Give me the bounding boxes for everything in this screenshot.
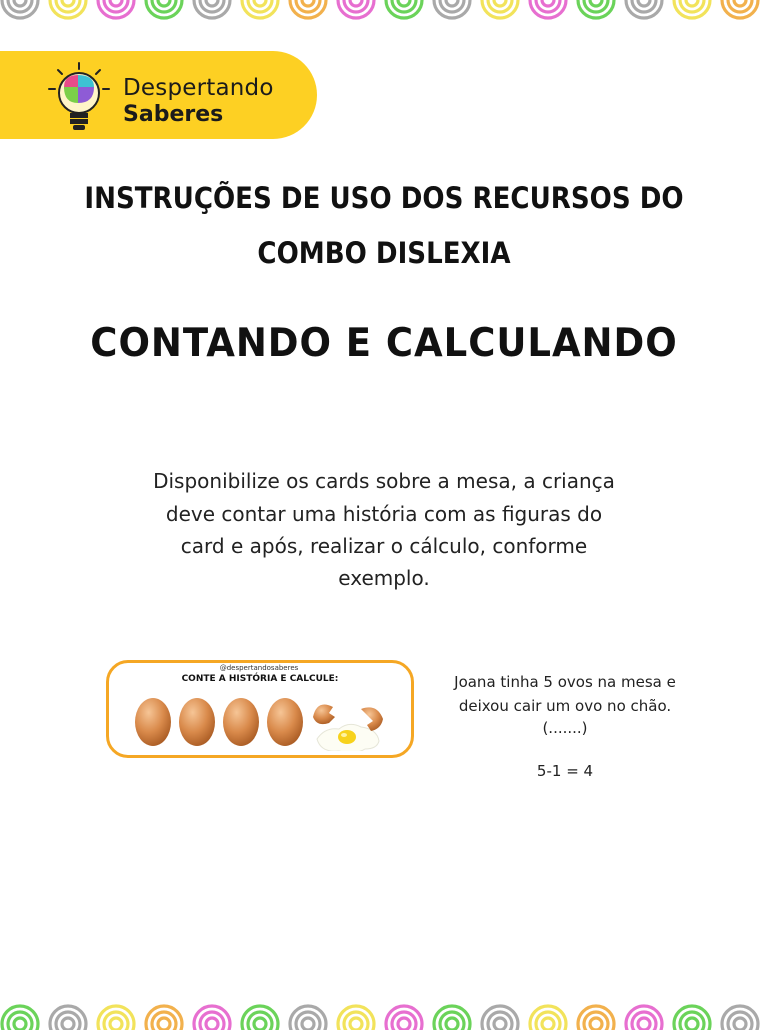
spiral-ornament [434, 1006, 470, 1030]
spiral-ornament [674, 0, 710, 18]
example-text-line-3: (.......) [542, 719, 588, 737]
spiral-ornament [2, 1006, 38, 1030]
spiral-ornament [98, 0, 134, 18]
logo-text-line2: Saberes [123, 102, 224, 127]
spiral-ornament [530, 1006, 566, 1030]
logo-banner [0, 51, 317, 139]
spiral-ornament [290, 0, 326, 18]
spiral-ornament [98, 1006, 134, 1030]
spiral-ornament [242, 1006, 278, 1030]
spiral-ornament [146, 1006, 182, 1030]
logo-text-line1: Despertando [123, 75, 274, 101]
section-title: CONTANDO E CALCULANDO [90, 321, 678, 366]
broken-egg-icon [313, 705, 383, 751]
egg-icon [267, 698, 303, 746]
spiral-ornament [194, 0, 230, 18]
spiral-ornament [722, 1006, 758, 1030]
spiral-row [0, 0, 768, 24]
example-equation: 5-1 = 4 [536, 762, 594, 780]
spiral-ornament [146, 0, 182, 18]
card-title: CONTE A HISTÓRIA E CALCULE: [181, 674, 339, 684]
egg-icon [179, 698, 215, 746]
instruction-line-3: card e após, realizar o cálculo, conforme [180, 534, 588, 558]
example-card [106, 660, 414, 758]
spiral-ornament [242, 0, 278, 18]
page-title-line1: INSTRUÇÕES DE USO DOS RECURSOS DO [84, 181, 684, 215]
spiral-ornament [722, 0, 758, 18]
spiral-ornament [482, 1006, 518, 1030]
eggs-illustration [133, 695, 393, 751]
spiral-ornament [338, 1006, 374, 1030]
egg-icon [223, 698, 259, 746]
spiral-ornament [626, 1006, 662, 1030]
card-handle: @despertandosaberes [219, 664, 299, 672]
lightbulb-brain-puzzle-icon [46, 61, 112, 133]
example-text-line-2: deixou cair um ovo no chão. [458, 697, 672, 715]
spiral-ornament [290, 1006, 326, 1030]
spiral-row [0, 1000, 768, 1030]
egg-icon [135, 698, 171, 746]
decorative-border-bottom [0, 1000, 768, 1030]
instruction-line-2: deve contar uma história com as figuras do [165, 502, 603, 526]
spiral-ornament [386, 1006, 422, 1030]
example-text-line-1: Joana tinha 5 ovos na mesa e [454, 673, 676, 691]
spiral-ornament [626, 0, 662, 18]
spiral-ornament [530, 0, 566, 18]
spiral-ornament [578, 0, 614, 18]
spiral-ornament [482, 0, 518, 18]
spiral-ornament [194, 1006, 230, 1030]
spiral-ornament [674, 1006, 710, 1030]
spiral-ornament [2, 0, 38, 18]
instruction-line-1: Disponibilize os cards sobre a mesa, a criança [153, 469, 615, 493]
decorative-border-top [0, 0, 768, 24]
spiral-ornament [50, 1006, 86, 1030]
instruction-line-4: exemplo. [338, 566, 430, 590]
spiral-ornament [386, 0, 422, 18]
spiral-ornament [434, 0, 470, 18]
spiral-ornament [338, 0, 374, 18]
spiral-ornament [50, 0, 86, 18]
spiral-ornament [578, 1006, 614, 1030]
page-title-line2: COMBO DISLEXIA [257, 236, 511, 270]
